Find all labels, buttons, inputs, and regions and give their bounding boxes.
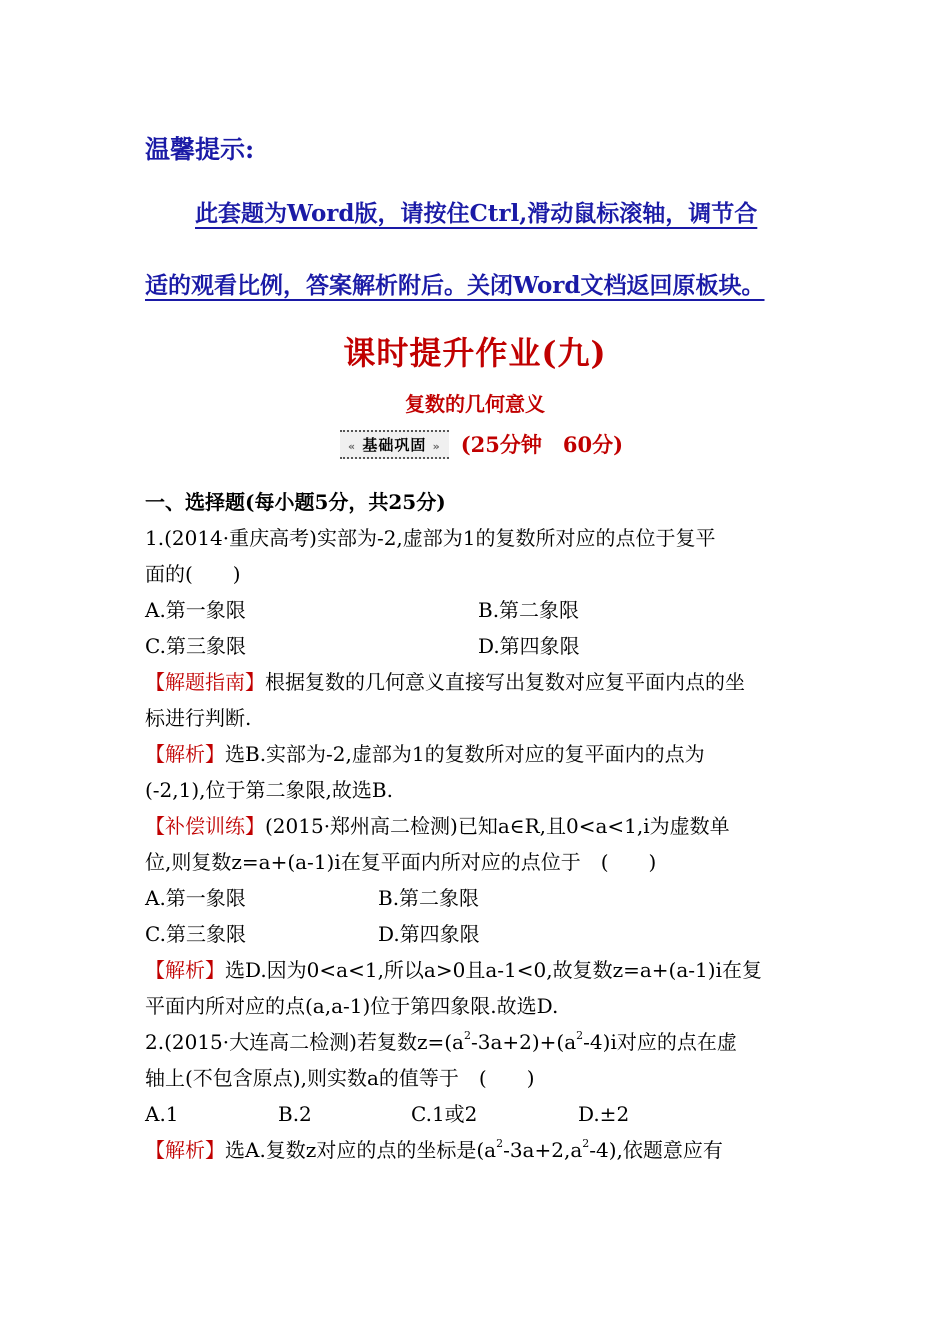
- q1-option-d: D.第四象限: [478, 634, 580, 658]
- q2-option-d: D.±2: [578, 1102, 630, 1126]
- q1-guide-text: 根据复数的几何意义直接写出复数对应复平面内点的坐: [265, 670, 745, 694]
- q1-guide-tag: 【解题指南】: [145, 670, 265, 694]
- q2-answer-superscript-2: 2: [582, 1137, 590, 1151]
- tip-line-2: 适的观看比例，答案解析附后。关闭Word文档返回原板块。: [145, 272, 765, 299]
- bc-stem-text: (2015·郑州高二检测)已知a∈R,且0<a<1,i为虚数单: [265, 814, 730, 838]
- q2-stem-line-1: [145, 1024, 810, 1060]
- q1-stem-line-2: 面的( ): [145, 562, 241, 586]
- q2-answer-superscript-1: 2: [496, 1137, 504, 1151]
- q2-answer-line-1: [145, 1132, 810, 1168]
- section-heading: 一、选择题(每小题5分，共25分): [145, 490, 446, 514]
- q1-option-c: C.第三象限: [145, 634, 246, 658]
- q1-option-b: B.第二象限: [478, 598, 580, 622]
- tip-line-1: 此套题为Word版，请按住Ctrl,滑动鼠标滚轴，调节合: [195, 200, 758, 227]
- bc-stem-line-1: [145, 808, 810, 844]
- q1-stem-line-1: 1.(2014·重庆高考)实部为-2,虚部为1的复数所对应的点位于复平: [145, 526, 716, 550]
- document-body: [145, 484, 810, 1168]
- bc-answer-line-2: 平面内所对应的点(a,a-1)位于第四象限.故选D.: [145, 994, 559, 1018]
- q1-options-row-2: [145, 628, 810, 664]
- bc-tag: 【补偿训练】: [145, 814, 265, 838]
- q2-superscript-2: 2: [576, 1029, 584, 1043]
- bc-option-c: C.第三象限: [145, 922, 246, 946]
- bc-options-row-1: [145, 880, 810, 916]
- q2-answer-part-b: -3a+2,a: [503, 1138, 583, 1162]
- bc-answer-text: 选D.因为0<a<1,所以a>0且a-1<0,故复数z=a+(a-1)i在复: [225, 958, 762, 982]
- q2-options-row: [145, 1096, 810, 1132]
- time-info: (25分钟 60分): [460, 432, 624, 457]
- q2-option-c: C.1或2: [411, 1102, 478, 1126]
- page-title: 课时提升作业(九): [343, 334, 607, 372]
- q1-guide-line-2: 标进行判断.: [145, 706, 252, 730]
- q1-option-a: A.第一象限: [145, 598, 246, 622]
- q2-option-a: A.1: [145, 1102, 179, 1126]
- q1-guide-line-1: [145, 664, 810, 700]
- q2-stem-part-b: -3a+2)+(a: [470, 1030, 577, 1054]
- bc-option-d: D.第四象限: [378, 922, 480, 946]
- q2-superscript-1: 2: [463, 1029, 471, 1043]
- page-subtitle: 复数的几何意义: [405, 392, 545, 416]
- badge-right-quote-icon: »: [432, 439, 441, 453]
- q2-stem-part-a: 2.(2015·大连高二检测)若复数z=(a: [145, 1030, 464, 1054]
- q2-option-b: B.2: [278, 1102, 312, 1126]
- q2-stem-line-2: 轴上(不包含原点),则实数a的值等于 ( ): [145, 1066, 535, 1090]
- q2-answer-tag: 【解析】: [145, 1138, 225, 1162]
- bc-answer-line-1: [145, 952, 810, 988]
- bc-options-row-2: [145, 916, 810, 952]
- q1-answer-line-2: (-2,1),位于第二象限,故选B.: [145, 778, 393, 802]
- section-badge-row: [340, 426, 623, 462]
- badge-left-quote-icon: «: [348, 439, 357, 453]
- bc-option-a: A.第一象限: [145, 886, 246, 910]
- q1-options-row-1: [145, 592, 810, 628]
- bc-answer-tag: 【解析】: [145, 958, 225, 982]
- q2-stem-part-c: -4)i对应的点在虚: [583, 1030, 737, 1054]
- q1-answer-line-1: [145, 736, 810, 772]
- tip-title: 温馨提示:: [145, 135, 255, 164]
- q2-answer-part-c: -4),依题意应有: [589, 1138, 723, 1162]
- bc-option-b: B.第二象限: [378, 886, 480, 910]
- bc-stem-line-2: 位,则复数z=a+(a-1)i在复平面内所对应的点位于 ( ): [145, 850, 657, 874]
- q2-answer-part-a: 选A.复数z对应的点的坐标是(a: [225, 1138, 497, 1162]
- q1-answer-tag: 【解析】: [145, 742, 225, 766]
- badge-label: 基础巩固: [362, 435, 427, 454]
- q1-answer-text: 选B.实部为-2,虚部为1的复数所对应的复平面内的点为: [225, 742, 705, 766]
- section-badge: [340, 430, 449, 459]
